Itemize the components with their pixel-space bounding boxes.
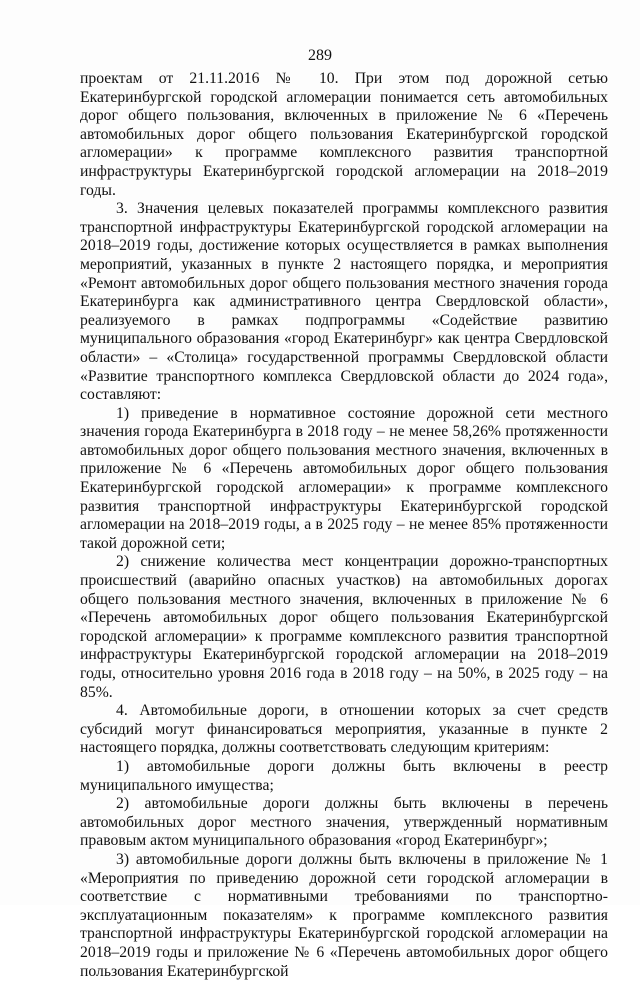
paragraph-subitem-3-1: 1) приведение в нормативное состояние дорожной сети местного значения города Екатеринбурга в 2018 году – не менее 58,26% протяженности автомобильных дорог общего пользования местного значения, включенных в приложение № 6 «Перечень автомобильных дорог общего пользования Екатеринбургской городской агломерации» к программе комплексного развития транспортной инфраструктуры Екатеринбургской городской агломерации на 2018–2019 годы, а в 2025 году – не менее 85% протяженности такой дорожной сети; [80,404,608,552]
paragraph-item-3: 3. Значения целевых показателей программы комплексного развития транспортной инфраструктуры Екатеринбургской городской агломерации на 2018–2019 годы, достижение которых осуществляется в рамках выполнения мероприятий, указанных в пункте 2 настоящего порядка, и мероприятия «Ремонт автомобильных дорог общего пользования местного значения города Екатеринбурга как административного центра Свердловской области», реализуемого в рамках подпрограммы «Содействие развитию муниципального образования «город Екатеринбург» как центра Свердловской области» – «Столица» государственной программы Свердловской области «Развитие транспортного комплекса Свердловской области до 2024 года», составляют: [80,200,608,404]
paragraph-subitem-4-3: 3) автомобильные дороги должны быть включены в приложение № 1 «Мероприятия по приведению дорожной сети городской агломерации в соответствие с нормативными требованиями по транспортно-эксплуатационным показателям» к программе комплексного развития транспортной инфраструктуры Екатеринбургской городской агломерации на 2018–2019 годы и приложение № 6 «Перечень автомобильных дорог общего пользования Екатеринбургской [80,850,608,980]
paragraph-item-4: 4. Автомобильные дороги, в отношении которых за счет средств субсидий могут финансироваться мероприятия, указанные в пункте 2 настоящего порядка, должны соответствовать следующим критериям: [80,702,608,757]
page-number: 289 [308,47,332,64]
paragraph-subitem-4-2: 2) автомобильные дороги должны быть включены в перечень автомобильных дорог местного значения, утвержденный нормативным правовым актом муниципального образования «город Екатеринбург»; [80,795,608,850]
paragraph-subitem-3-2: 2) снижение количества мест концентрации дорожно-транспортных происшествий (аварийно опасных участков) на автомобильных дорогах общего пользования местного значения, включенных в приложение № 6 «Перечень автомобильных дорог общего пользования Екатеринбургской городской агломерации» к программе комплексного развития транспортной инфраструктуры Екатеринбургской городской агломерации на 2018–2019 годы, относительно уровня 2016 года в 2018 году – на 50%, в 2025 году – на 85%. [80,553,608,701]
paragraph-continuation: проектам от 21.11.2016 № 10. При этом под дорожной сетью Екатеринбургской городской агломерации понимается сеть автомобильных дорог общего пользования, включенных в приложение № 6 «Перечень автомобильных дорог общего пользования Екатеринбургской городской агломерации» к программе комплексного развития транспортной инфраструктуры Екатеринбургской городской агломерации на 2018–2019 годы. [80,70,608,199]
paragraph-subitem-4-1: 1) автомобильные дороги должны быть включены в реестр муниципального имущества; [80,757,608,794]
document-body [80,70,608,981]
